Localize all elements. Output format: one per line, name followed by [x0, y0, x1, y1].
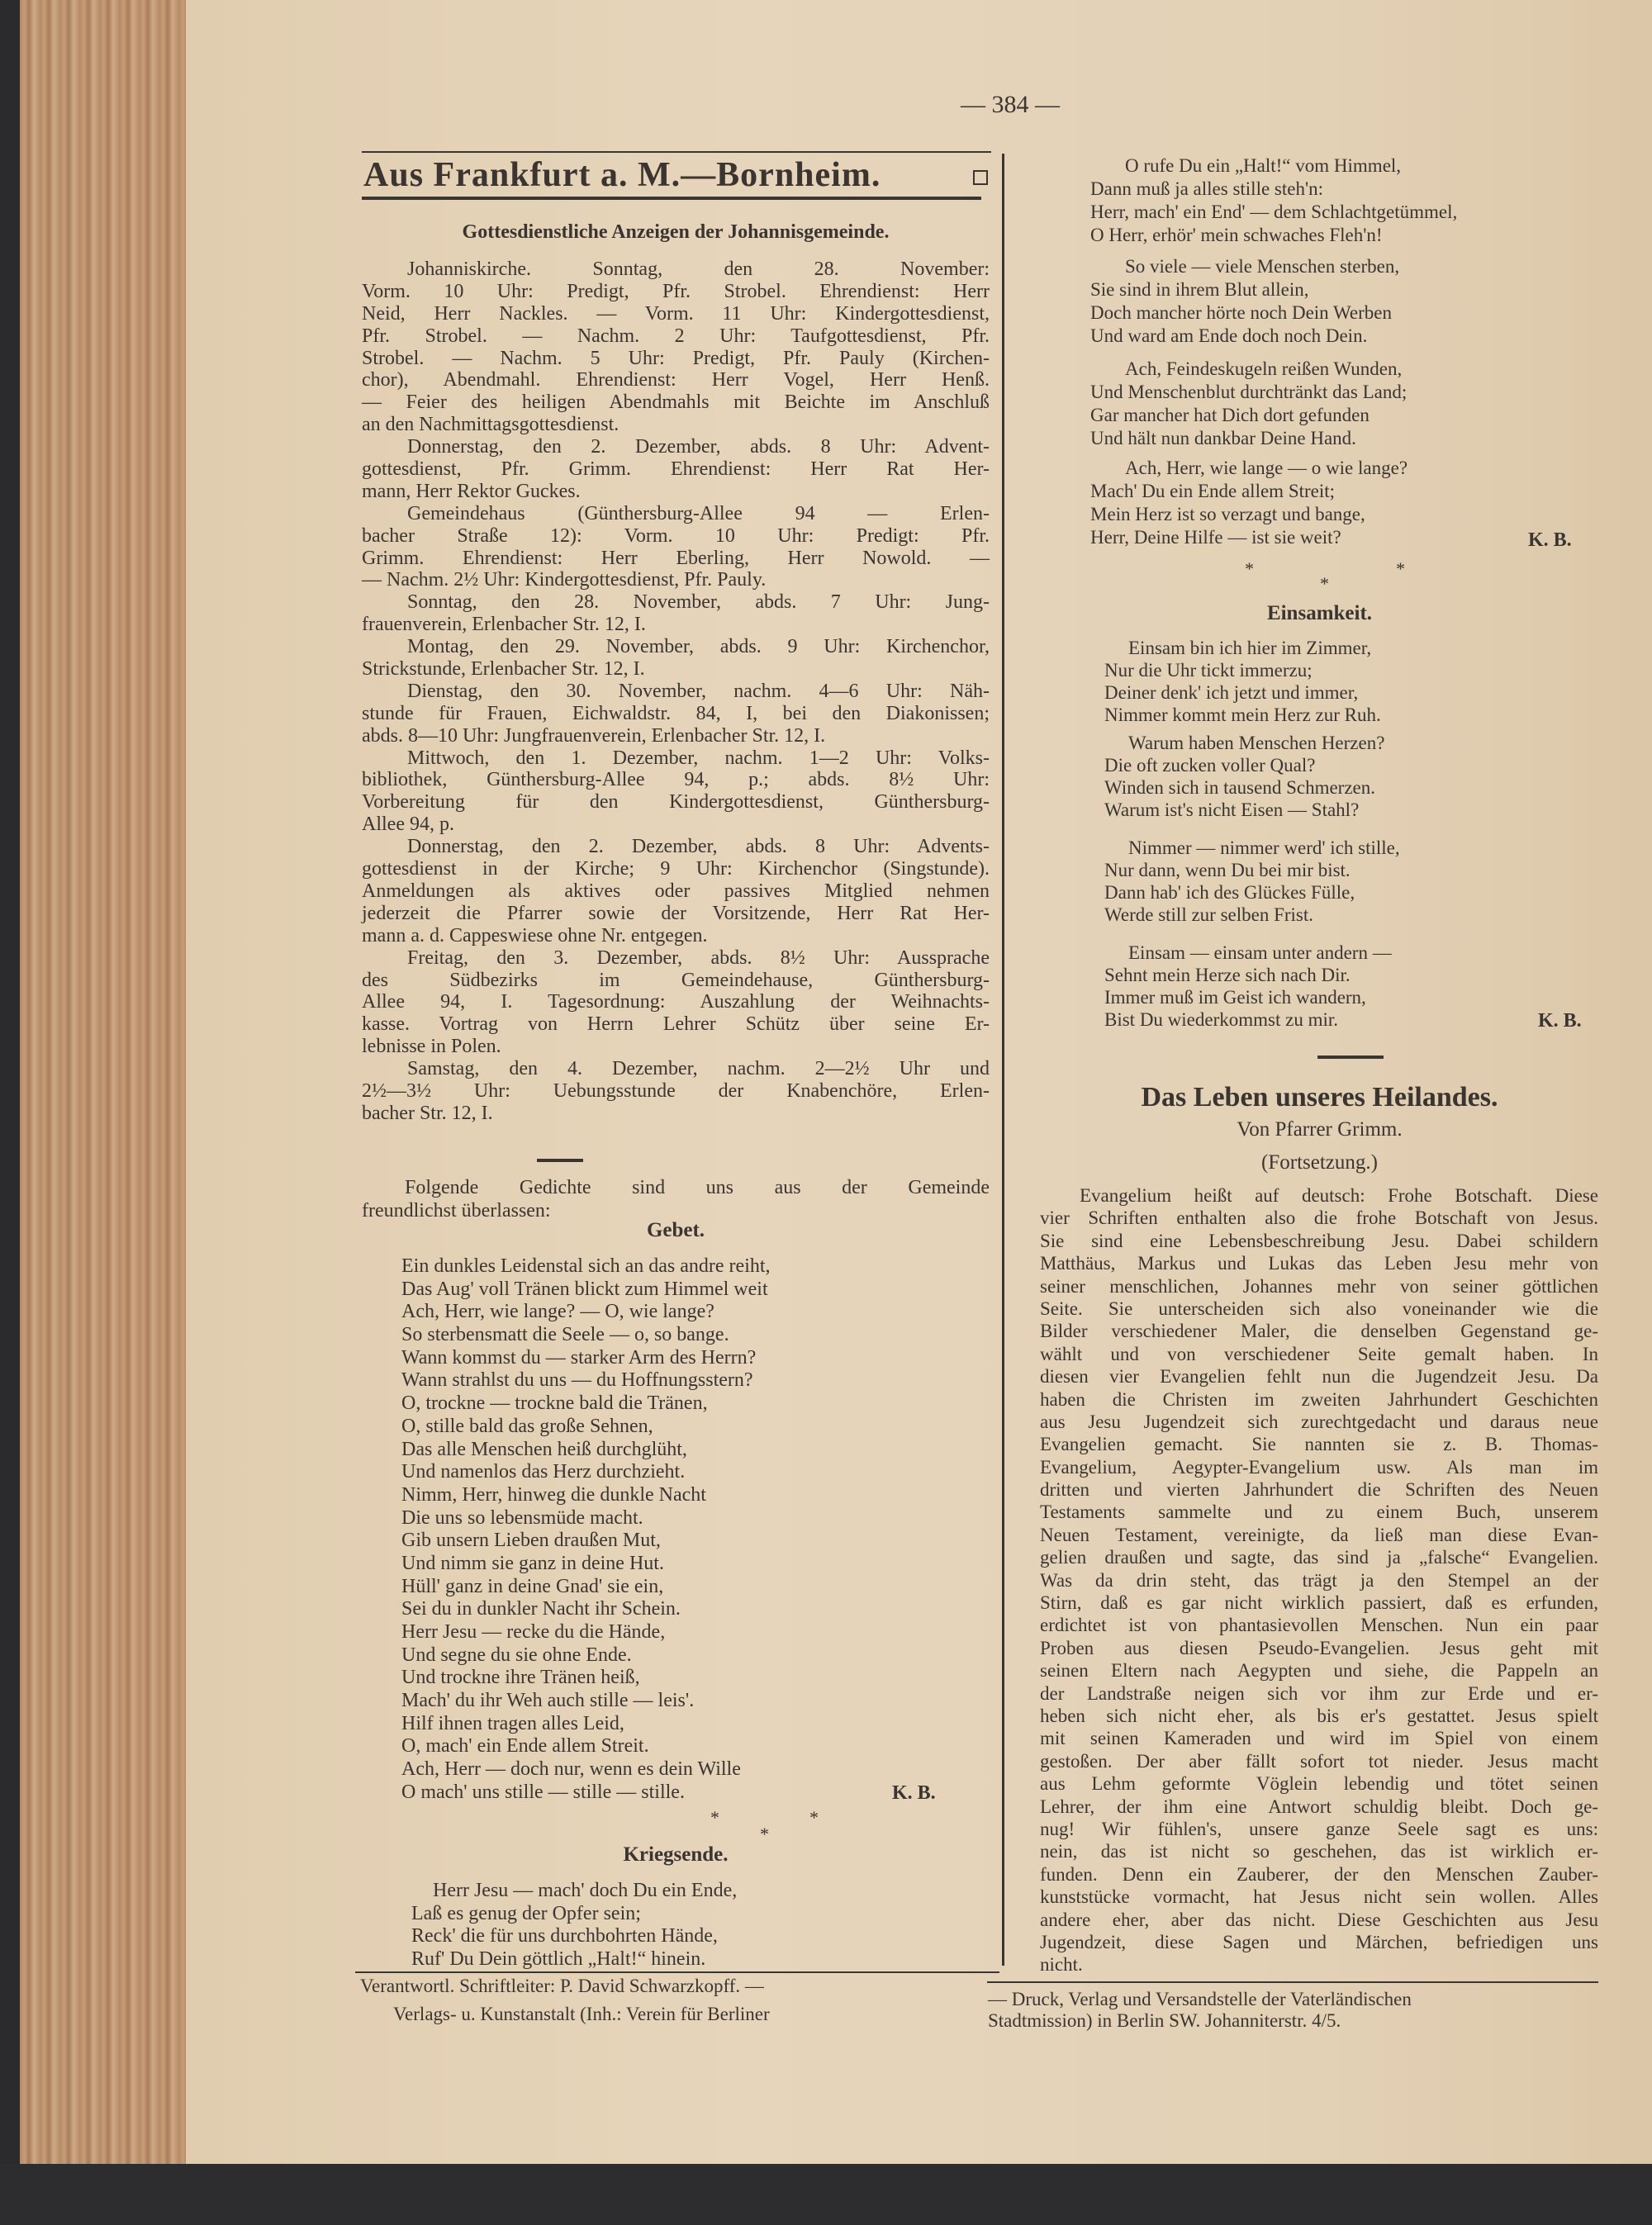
- text-line: So sterbensmatt die Seele — o, so bange.: [401, 1324, 729, 1346]
- poem-line: Ach, Feindeskugeln reißen Wunden,: [1125, 358, 1403, 379]
- text-line: Evangelium, Aegypter-Evangelium usw. Als man im: [1040, 1456, 1598, 1478]
- poem-line: Mein Herz ist so verzagt und bange,: [1090, 504, 1365, 524]
- text-line: freundlichst überlassen:: [362, 1200, 551, 1222]
- text-line: wählt und von verschiedener Seite gemalt haben. In: [1040, 1343, 1598, 1364]
- poem-title-gebet: Gebet.: [646, 1219, 705, 1241]
- poem-line: O rufe Du ein „Halt!“ vom Himmel,: [1125, 155, 1402, 176]
- poem-line: Dann muß ja alles stille steh'n:: [1090, 178, 1324, 199]
- title-rule-bottom: [362, 197, 981, 200]
- poem-line: So viele — viele Menschen sterben,: [1125, 256, 1400, 277]
- article-title: Das Leben unseres Heilandes.: [1141, 1082, 1498, 1112]
- text-line: Johanniskirche. Sonntag, den 28. November:: [407, 259, 990, 280]
- text-line: vier Schriften enthalten also die frohe Botschaft von Jesus.: [1040, 1207, 1598, 1229]
- poem-signature: K. B.: [1528, 529, 1572, 551]
- poem-line: Ach, Herr, wie lange — o wie lange?: [1125, 458, 1408, 478]
- text-line: bacher Str. 12, I.: [362, 1102, 493, 1124]
- poems-intro: [362, 1176, 990, 1222]
- poem-line: Herr, mach' ein End' — dem Schlachtgetümmel,: [1090, 202, 1458, 222]
- text-line: O, trockne — trockne bald die Tränen,: [401, 1392, 708, 1415]
- stanza: [1090, 255, 1399, 348]
- separator-rule: [1317, 1056, 1384, 1059]
- poem-line: Nur dann, wenn Du bei mir bist.: [1104, 860, 1351, 880]
- text-line: Mittwoch, den 1. Dezember, nachm. 1—2 Uhr: Volks-: [407, 747, 990, 769]
- star-ornament-icon: *: [1320, 573, 1329, 594]
- footer-address: Stadtmission) in Berlin SW. Johanniterstr. 4/5.: [988, 2010, 1341, 2031]
- section-subtitle: Gottesdienstliche Anzeigen der Johannisgemeinde.: [462, 221, 890, 243]
- poem-line: Sehnt mein Herze sich nach Dir.: [1104, 965, 1351, 985]
- text-line: chor), Abendmahl. Ehrendienst: Herr Vogel, Herr Henß.: [362, 369, 990, 391]
- text-line: mann, Herr Rektor Guckes.: [362, 480, 581, 502]
- poem-line: Gar mancher hat Dich dort gefunden: [1090, 405, 1370, 425]
- text-line: Und namenlos das Herz durchzieht.: [401, 1461, 686, 1483]
- poem-kriegsende: [411, 1880, 990, 1971]
- text-line: bacher Straße 12): Vorm. 10 Uhr: Predigt: Pfr.: [362, 524, 990, 547]
- poem-line: Warum ist's nicht Eisen — Stahl?: [1104, 799, 1360, 820]
- section-title: Aus Frankfurt a. M.—Bornheim.: [363, 156, 881, 194]
- stanza: [1104, 732, 1384, 821]
- text-line: Wann strahlst du uns — du Hoffnungsstern?: [401, 1369, 753, 1392]
- text-line: nein, das ist nicht so geschehen, das ist wirklich er-: [1040, 1841, 1598, 1862]
- page-number: — 384 —: [961, 91, 1060, 118]
- text-line: Sie sind eine Lebensbeschreibung Jesu. Dabei schildern: [1040, 1230, 1598, 1251]
- text-line: Neuen Testament, vereinigte, da ließ man diese Evan-: [1040, 1524, 1598, 1545]
- footer-rule-right: [987, 1981, 1598, 1983]
- poem-line: Und ward am Ende doch noch Dein.: [1090, 325, 1368, 346]
- text-line: frauenverein, Erlenbacher Str. 12, I.: [362, 614, 646, 636]
- text-line: Herr Jesu — mach' doch Du ein Ende,: [433, 1880, 738, 1901]
- text-line: Und nimm sie ganz in deine Hut.: [401, 1552, 664, 1574]
- stanza: [1090, 154, 1457, 247]
- text-line: Sei du in dunkler Nacht ihr Schein.: [401, 1598, 681, 1620]
- text-line: lebnisse in Polen.: [362, 1036, 501, 1058]
- star-ornament-icon: *: [809, 1807, 819, 1828]
- footer-publisher: Verlags- u. Kunstanstalt (Inh.: Verein für Berliner: [393, 2004, 770, 2024]
- text-line: O, stille bald das große Sehnen,: [401, 1415, 653, 1437]
- poem-line: Herr, Deine Hilfe — ist sie weit?: [1090, 527, 1341, 548]
- text-line: Herr Jesu — recke du die Hände,: [401, 1621, 666, 1643]
- text-line: mann a. d. Cappeswiese ohne Nr. entgegen.: [362, 924, 708, 946]
- poem-title-kriegsende: Kriegsende.: [623, 1843, 729, 1866]
- text-line: Hilf ihnen tragen alles Leid,: [401, 1712, 624, 1734]
- text-line: Was da drin steht, das trägt ja den Stempel an der: [1040, 1569, 1598, 1591]
- poem-signature: K. B.: [892, 1782, 936, 1804]
- poem-line: Sie sind in ihrem Blut allein,: [1090, 279, 1309, 300]
- text-line: Reck' die für uns durchbohrten Hände,: [411, 1925, 718, 1947]
- text-line: an den Nachmittagsgottesdienst.: [362, 414, 620, 436]
- text-line: Nimm, Herr, hinweg die dunkle Nacht: [401, 1483, 706, 1506]
- text-line: nicht.: [1040, 1954, 1083, 1976]
- poem-line: Nur die Uhr tickt immerzu;: [1104, 660, 1313, 681]
- poem-line: Einsam — einsam unter andern —: [1128, 942, 1392, 963]
- poem-line: Winden sich in tausend Schmerzen.: [1104, 777, 1376, 798]
- text-line: Hüll' ganz in deine Gnad' sie ein,: [401, 1575, 664, 1597]
- text-line: Anmeldungen als aktives oder passives Mitglied nehmen: [362, 880, 990, 902]
- star-ornament-icon: *: [1245, 558, 1254, 579]
- text-line: Jugendzeit, diese Sagen und Märchen, befriedigen uns: [1040, 1931, 1598, 1952]
- poem-line: Deiner denk' ich jetzt und immer,: [1104, 682, 1359, 703]
- poem-title-einsamkeit: Einsamkeit.: [1266, 602, 1373, 624]
- text-line: Strickstunde, Erlenbacher Str. 12, I.: [362, 658, 645, 681]
- text-line: aus Lehm geformte Vöglein lebendig und tötet seinen: [1040, 1773, 1598, 1795]
- article-continuation-note: (Fortsetzung.): [1261, 1151, 1378, 1174]
- text-line: Laß es genug der Opfer sein;: [411, 1902, 641, 1924]
- article-author: Von Pfarrer Grimm.: [1237, 1118, 1403, 1141]
- poem-gebet: [401, 1255, 980, 1805]
- separator-rule: [537, 1159, 583, 1162]
- poem-line: Werde still zur selben Frist.: [1104, 904, 1314, 925]
- text-line: O, mach' ein Ende allem Streit.: [401, 1735, 649, 1758]
- text-line: erdichtet ist von phantasievollen Menschen. Nun ein paar: [1040, 1615, 1598, 1636]
- text-line: Allee 94, I. Tagesordnung: Auszahlung der Weihnachts-: [362, 991, 990, 1013]
- text-line: abds. 8—10 Uhr: Jungfrauenverein, Erlenbacher Str. 12, I.: [362, 724, 826, 747]
- text-line: haben die Christen im zweiten Jahrhundert Geschichten: [1040, 1388, 1598, 1410]
- text-line: Bilder verschiedener Maler, die denselben Gegenstand ge-: [1040, 1321, 1598, 1342]
- article-body: [1040, 1184, 1598, 1976]
- text-line: gottesdienst in der Kirche; 9 Uhr: Kirchenchor (Singstunde).: [362, 858, 990, 880]
- text-line: Gemeindehaus (Günthersburg-Allee 94 — Erlen-: [407, 502, 990, 524]
- text-line: Das alle Menschen heiß durchglüht,: [401, 1438, 687, 1460]
- text-line: Und trockne ihre Tränen heiß,: [401, 1667, 640, 1689]
- text-line: Mach' du ihr Weh auch stille — leis'.: [401, 1690, 695, 1712]
- poem-line: Dann hab' ich des Glückes Fülle,: [1104, 882, 1355, 903]
- text-line: Und segne du sie ohne Ende.: [401, 1644, 632, 1666]
- text-line: Montag, den 29. November, abds. 9 Uhr: Kirchenchor,: [407, 636, 990, 658]
- text-line: Freitag, den 3. Dezember, abds. 8½ Uhr: Aussprache: [407, 946, 990, 969]
- poem-line: Nimmer — nimmer werd' ich stille,: [1128, 837, 1400, 858]
- text-line: Sonntag, den 28. November, abds. 7 Uhr: Jung-: [407, 591, 990, 614]
- text-line: funden. Denn ein Zauberer, der den Menschen Zauber-: [1040, 1863, 1598, 1885]
- poem-signature: K. B.: [1538, 1010, 1582, 1032]
- box-ornament-icon: [973, 170, 988, 185]
- poem-line: Nimmer kommt mein Herz zur Ruh.: [1104, 705, 1381, 725]
- poem-line: Mach' Du ein Ende allem Streit;: [1090, 481, 1336, 501]
- stanza: [1090, 457, 1408, 549]
- book-page-edges: [0, 0, 186, 2225]
- text-line: gestoßen. Der aber fällt sofort tot nieder. Jesus macht: [1040, 1750, 1598, 1772]
- text-line: — Feier des heiligen Abendmahls mit Beichte im Anschluß: [362, 391, 990, 414]
- text-line: Testaments sammelte und zu einem Buch, unserem: [1040, 1502, 1598, 1523]
- text-line: Evangelium heißt auf deutsch: Frohe Botschaft. Diese: [1080, 1185, 1598, 1206]
- text-line: kunststücke vormacht, hat Jesus nicht sein wollen. Alles: [1040, 1886, 1598, 1908]
- text-line: Samstag, den 4. Dezember, nachm. 2—2½ Uhr und: [407, 1058, 990, 1080]
- text-line: Lehrer, der ihm eine Antwort schuldig bleibt. Doch ge-: [1040, 1796, 1598, 1817]
- column-divider: [1002, 154, 1004, 1966]
- text-line: Ach, Herr, wie lange? — O, wie lange?: [401, 1301, 714, 1323]
- text-line: des Südbezirks im Gemeindehause, Günthersburg-: [362, 969, 990, 991]
- poem-line: Immer muß im Geist ich wandern,: [1104, 987, 1366, 1008]
- star-ornament-icon: *: [1396, 558, 1405, 579]
- poem-line: Einsam bin ich hier im Zimmer,: [1128, 638, 1372, 658]
- text-line: Dienstag, den 30. November, nachm. 4—6 Uhr: Näh-: [407, 680, 990, 702]
- text-line: Donnerstag, den 2. Dezember, abds. 8 Uhr: Advents-: [407, 836, 990, 858]
- text-line: bibliothek, Günthersburg-Allee 94, p.; abds. 8½ Uhr:: [362, 769, 990, 791]
- text-line: Pfr. Strobel. — Nachm. 2 Uhr: Taufgottesdienst, Pfr.: [362, 325, 990, 347]
- text-line: diesen vier Evangelien fehlt nun die Jugendzeit Jesu. Da: [1040, 1366, 1598, 1388]
- text-line: O mach' uns stille — stille — stille.: [401, 1781, 685, 1803]
- text-line: nug! Wir fühlen's, unsere ganze Seele sagt es uns:: [1040, 1818, 1598, 1839]
- text-line: 2½—3½ Uhr: Uebungsstunde der Knabenchöre, Erlen-: [362, 1079, 990, 1102]
- poem-line: Bist Du wiederkommst zu mir.: [1104, 1009, 1339, 1030]
- text-line: gottesdienst, Pfr. Grimm. Ehrendienst: Herr Rat Her-: [362, 458, 990, 481]
- star-ornament-icon: *: [710, 1807, 719, 1828]
- text-line: seinen Eltern nach Aegypten und siehe, die Pappeln an: [1040, 1660, 1598, 1682]
- text-line: andere eher, aber das nicht. Diese Geschichten aus Jesu: [1040, 1909, 1598, 1930]
- text-line: Seite. Sie unterscheiden sich also voneinander wie die: [1040, 1298, 1598, 1319]
- text-line: Die uns so lebensmüde macht.: [401, 1506, 643, 1529]
- text-line: heben sich nicht eher, als bis er's gestattet. Jesus spielt: [1040, 1705, 1598, 1726]
- text-line: Ein dunkles Leidenstal sich an das andre reiht,: [401, 1255, 771, 1277]
- stanza: [1090, 358, 1407, 450]
- footer-editor: Verantwortl. Schriftleiter: P. David Schwarzkopff. —: [360, 1976, 764, 1996]
- text-line: Ruf' Du Dein göttlich „Halt!“ hinein.: [411, 1948, 706, 1971]
- announcements: [362, 259, 990, 1125]
- footer-printer: — Druck, Verlag und Versandstelle der Vaterländischen: [988, 1989, 1412, 2009]
- text-line: Proben aus diesen Pseudo-Evangelien. Jesus geht mit: [1040, 1637, 1598, 1658]
- text-line: der Landstraße neigen sich vor ihm zur Erde und er-: [1040, 1682, 1598, 1704]
- text-line: gelien draußen und sagte, das sind ja „falsche“ Evangelien.: [1040, 1547, 1598, 1568]
- text-line: Vorbereitung für den Kindergottesdienst, Günthersburg-: [362, 791, 990, 814]
- text-line: Neid, Herr Nackles. — Vorm. 11 Uhr: Kindergottesdienst,: [362, 302, 990, 325]
- title-rule-top: [362, 151, 991, 153]
- footer-rule-left: [355, 1971, 999, 1973]
- text-line: Ach, Herr — doch nur, wenn es dein Wille: [401, 1758, 741, 1781]
- stanza: [1104, 837, 1400, 926]
- text-line: Donnerstag, den 2. Dezember, abds. 8 Uhr: Advent-: [407, 436, 990, 458]
- poem-line: O Herr, erhör' mein schwaches Fleh'n!: [1090, 225, 1383, 245]
- text-line: kasse. Vortrag von Herrn Lehrer Schütz über seine Er-: [362, 1013, 990, 1036]
- poem-line: Die oft zucken voller Qual?: [1104, 755, 1316, 776]
- text-line: Folgende Gedichte sind uns aus der Gemeinde: [405, 1177, 990, 1198]
- book-cover-edge: [0, 0, 20, 2225]
- stanza: [1104, 637, 1381, 726]
- poem-line: Doch mancher hörte noch Dein Werben: [1090, 302, 1392, 323]
- text-line: Stirn, daß es gar nicht wirklich passiert, daß es erfunden,: [1040, 1592, 1598, 1614]
- text-line: seiner menschlichen, Johannes mehr von seiner göttlichen: [1040, 1275, 1598, 1297]
- text-line: mit seinen Kameraden und wird im Spiel von einem: [1040, 1728, 1598, 1749]
- poem-line: Und hält nun dankbar Deine Hand.: [1090, 428, 1356, 448]
- text-line: Evangelien gemacht. Sie nannten sie z. B. Thomas-: [1040, 1434, 1598, 1455]
- text-line: aus Jesu Jugendzeit sich zurechtgedacht und daraus neue: [1040, 1411, 1598, 1432]
- text-line: stunde für Frauen, Eichwaldstr. 84, I, bei den Diakonissen;: [362, 702, 990, 724]
- poem-line: Und Menschenblut durchtränkt das Land;: [1090, 382, 1408, 402]
- scan-background: [0, 2164, 1652, 2225]
- text-line: Strobel. — Nachm. 5 Uhr: Predigt, Pfr. Pauly (Kirchen-: [362, 347, 990, 369]
- text-line: Allee 94, p.: [362, 814, 454, 836]
- text-line: Wann kommst du — starker Arm des Herrn?: [401, 1346, 757, 1369]
- text-line: dritten und vierten Jahrhundert die Schriften des Neuen: [1040, 1479, 1598, 1501]
- text-line: — Nachm. 2½ Uhr: Kindergottesdienst, Pfr. Pauly.: [362, 569, 767, 591]
- text-line: Matthäus, Markus und Lukas das Leben Jesu mehr von: [1040, 1253, 1598, 1274]
- text-line: jederzeit die Pfarrer sowie der Vorsitzende, Herr Rat Her-: [362, 902, 990, 924]
- poem-line: Warum haben Menschen Herzen?: [1128, 733, 1385, 753]
- text-line: Das Aug' voll Tränen blickt zum Himmel weit: [401, 1278, 768, 1300]
- text-line: Grimm. Ehrendienst: Herr Eberling, Herr Nowold. —: [362, 547, 990, 569]
- text-line: Gib unsern Lieben draußen Mut,: [401, 1530, 661, 1552]
- stanza: [1104, 942, 1392, 1031]
- text-line: Vorm. 10 Uhr: Predigt, Pfr. Strobel. Ehrendienst: Herr: [362, 280, 990, 302]
- star-ornament-icon: *: [760, 1824, 769, 1844]
